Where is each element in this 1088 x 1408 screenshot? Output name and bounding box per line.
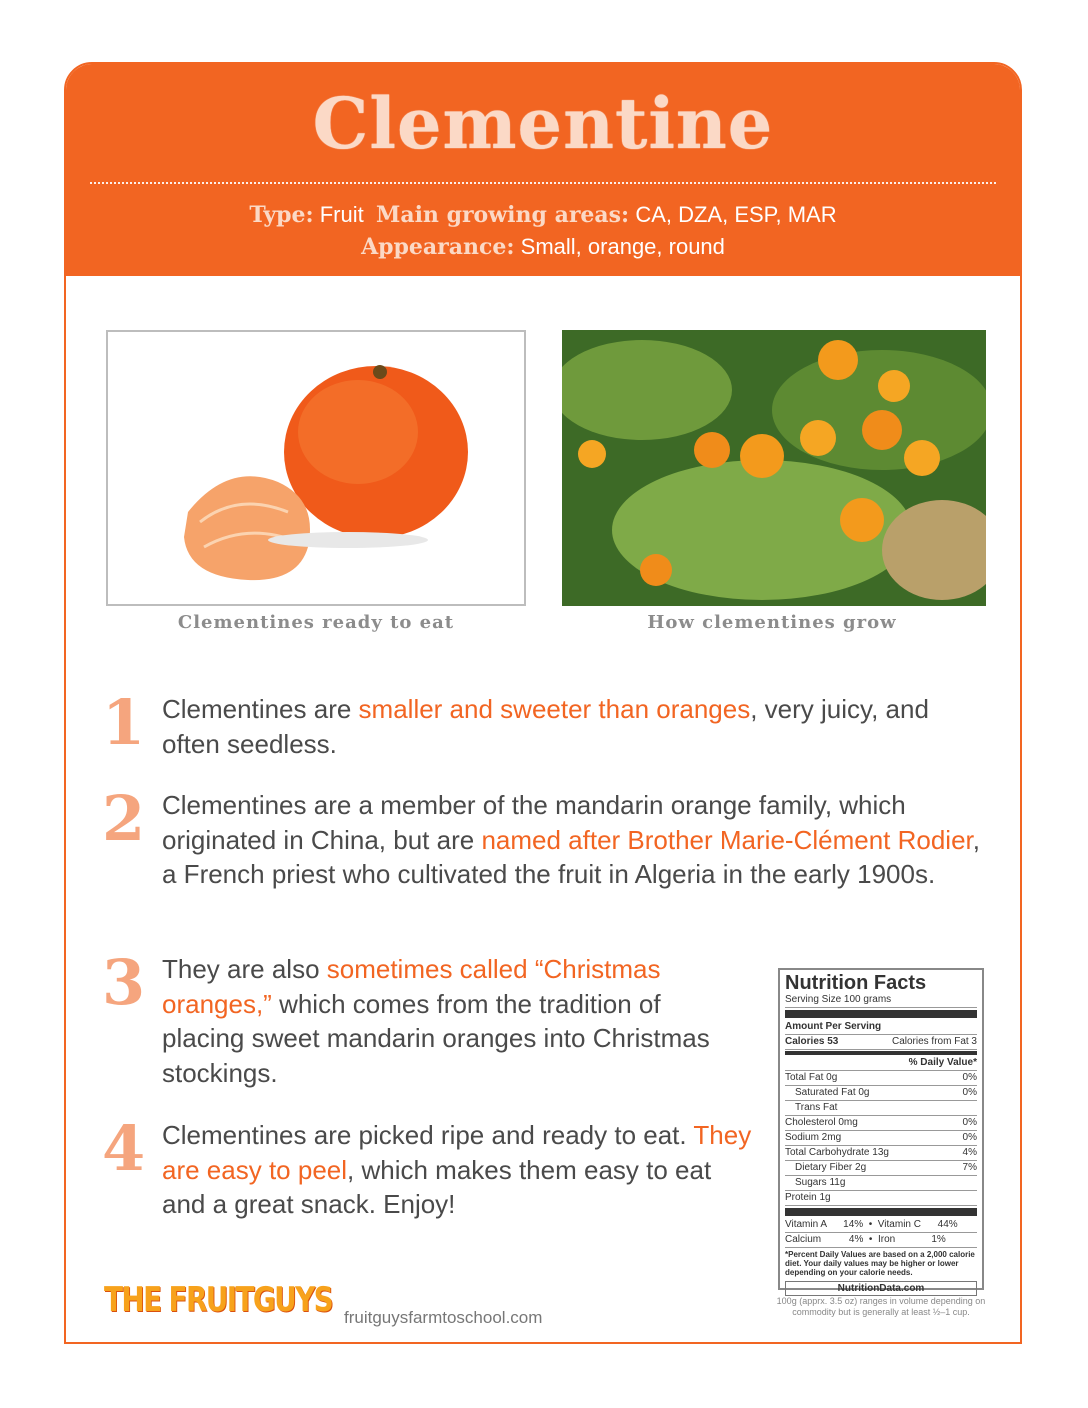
- fact-text: Clementines are smaller and sweeter than oranges, very juicy, and often seedless.: [162, 694, 929, 759]
- clementine-illustration: [108, 332, 524, 604]
- nutrition-source: NutritionData.com: [785, 1281, 977, 1296]
- nutrition-title: Nutrition Facts: [785, 972, 927, 994]
- fact-text: Clementines are a member of the mandarin orange family, which originated in China, but are named after Brother Marie-Clément Rodier, a French priest who cultivated the fruit in Algeria in the early 1900s.: [162, 790, 980, 889]
- header-banner: [66, 64, 1020, 276]
- nutrient-row: Dietary Fiber 2g 7%: [785, 1161, 977, 1176]
- tree-photo: [562, 330, 986, 606]
- minerals-row: Calcium 4% • Iron 1%: [785, 1233, 977, 1248]
- caption-ready-to-eat: Clementines ready to eat: [177, 612, 455, 633]
- fruitguys-logo: THE FRUITGUYS: [104, 1280, 333, 1320]
- dotted-divider: [90, 182, 996, 184]
- serving-size: Serving Size 100 grams: [785, 993, 977, 1008]
- page-title: Clementine: [312, 82, 774, 165]
- areas-label: Main growing areas:: [375, 202, 630, 228]
- nutrition-facts-panel: [778, 968, 984, 1294]
- nf-divider: [785, 1051, 977, 1055]
- fact-text: They are also sometimes called “Christmas oranges,” which comes from the tradition of placing sweet mandarin oranges into Christmas stockings.: [162, 954, 710, 1088]
- nutrient-row: Protein 1g: [785, 1191, 977, 1206]
- tree-illustration: [562, 330, 986, 606]
- fact-number: 4: [102, 1112, 146, 1185]
- fact-sheet-card: [64, 62, 1022, 1344]
- areas-value: CA, DZA, ESP, MAR: [635, 202, 837, 227]
- nutrient-row: Total Fat 0g 0%: [785, 1071, 977, 1086]
- daily-value-header: % Daily Value*: [785, 1056, 977, 1071]
- nf-divider: [785, 1208, 977, 1216]
- nutrient-row: Total Carbohydrate 13g 4%: [785, 1146, 977, 1161]
- type-label: Type:: [249, 202, 314, 228]
- nutrient-row: Sugars 11g: [785, 1176, 977, 1191]
- fact-number: 1: [102, 686, 146, 759]
- nf-divider: [785, 1010, 977, 1018]
- caption-how-they-grow: How clementines grow: [647, 612, 897, 633]
- appearance-label: Appearance:: [361, 234, 515, 260]
- meta-line-2: [66, 234, 1020, 260]
- amount-per-serving: Amount Per Serving: [785, 1020, 977, 1035]
- fact-number: 2: [102, 782, 146, 855]
- meta-line-1: [66, 202, 1020, 228]
- nutrient-row: Cholesterol 0mg 0%: [785, 1116, 977, 1131]
- type-value: Fruit: [319, 202, 364, 227]
- website-link[interactable]: fruitguysfarmtoschool.com: [344, 1308, 543, 1327]
- calories-row: Calories 53 Calories from Fat 3: [785, 1035, 977, 1050]
- clementine-photo: [106, 330, 526, 606]
- nutrient-row: Sodium 2mg 0%: [785, 1131, 977, 1146]
- nutrient-row: Trans Fat: [785, 1101, 977, 1116]
- vitamins-row: Vitamin A 14% • Vitamin C 44%: [785, 1218, 977, 1233]
- appearance-value: Small, orange, round: [520, 234, 725, 259]
- fact-text: Clementines are picked ripe and ready to eat. They are easy to peel, which makes them easy to eat and a great snack. Enjoy!: [162, 1120, 752, 1219]
- serving-footnote: 100g (apprx. 3.5 oz) ranges in volume depending on commodity but is generally at least ½–1 cup.: [776, 1296, 986, 1317]
- fact-number: 3: [102, 946, 146, 1019]
- nutrient-row: Saturated Fat 0g 0%: [785, 1086, 977, 1101]
- daily-value-note: *Percent Daily Values are based on a 2,000 calorie diet. Your daily values may be higher or lower depending on your calorie needs.: [785, 1250, 975, 1277]
